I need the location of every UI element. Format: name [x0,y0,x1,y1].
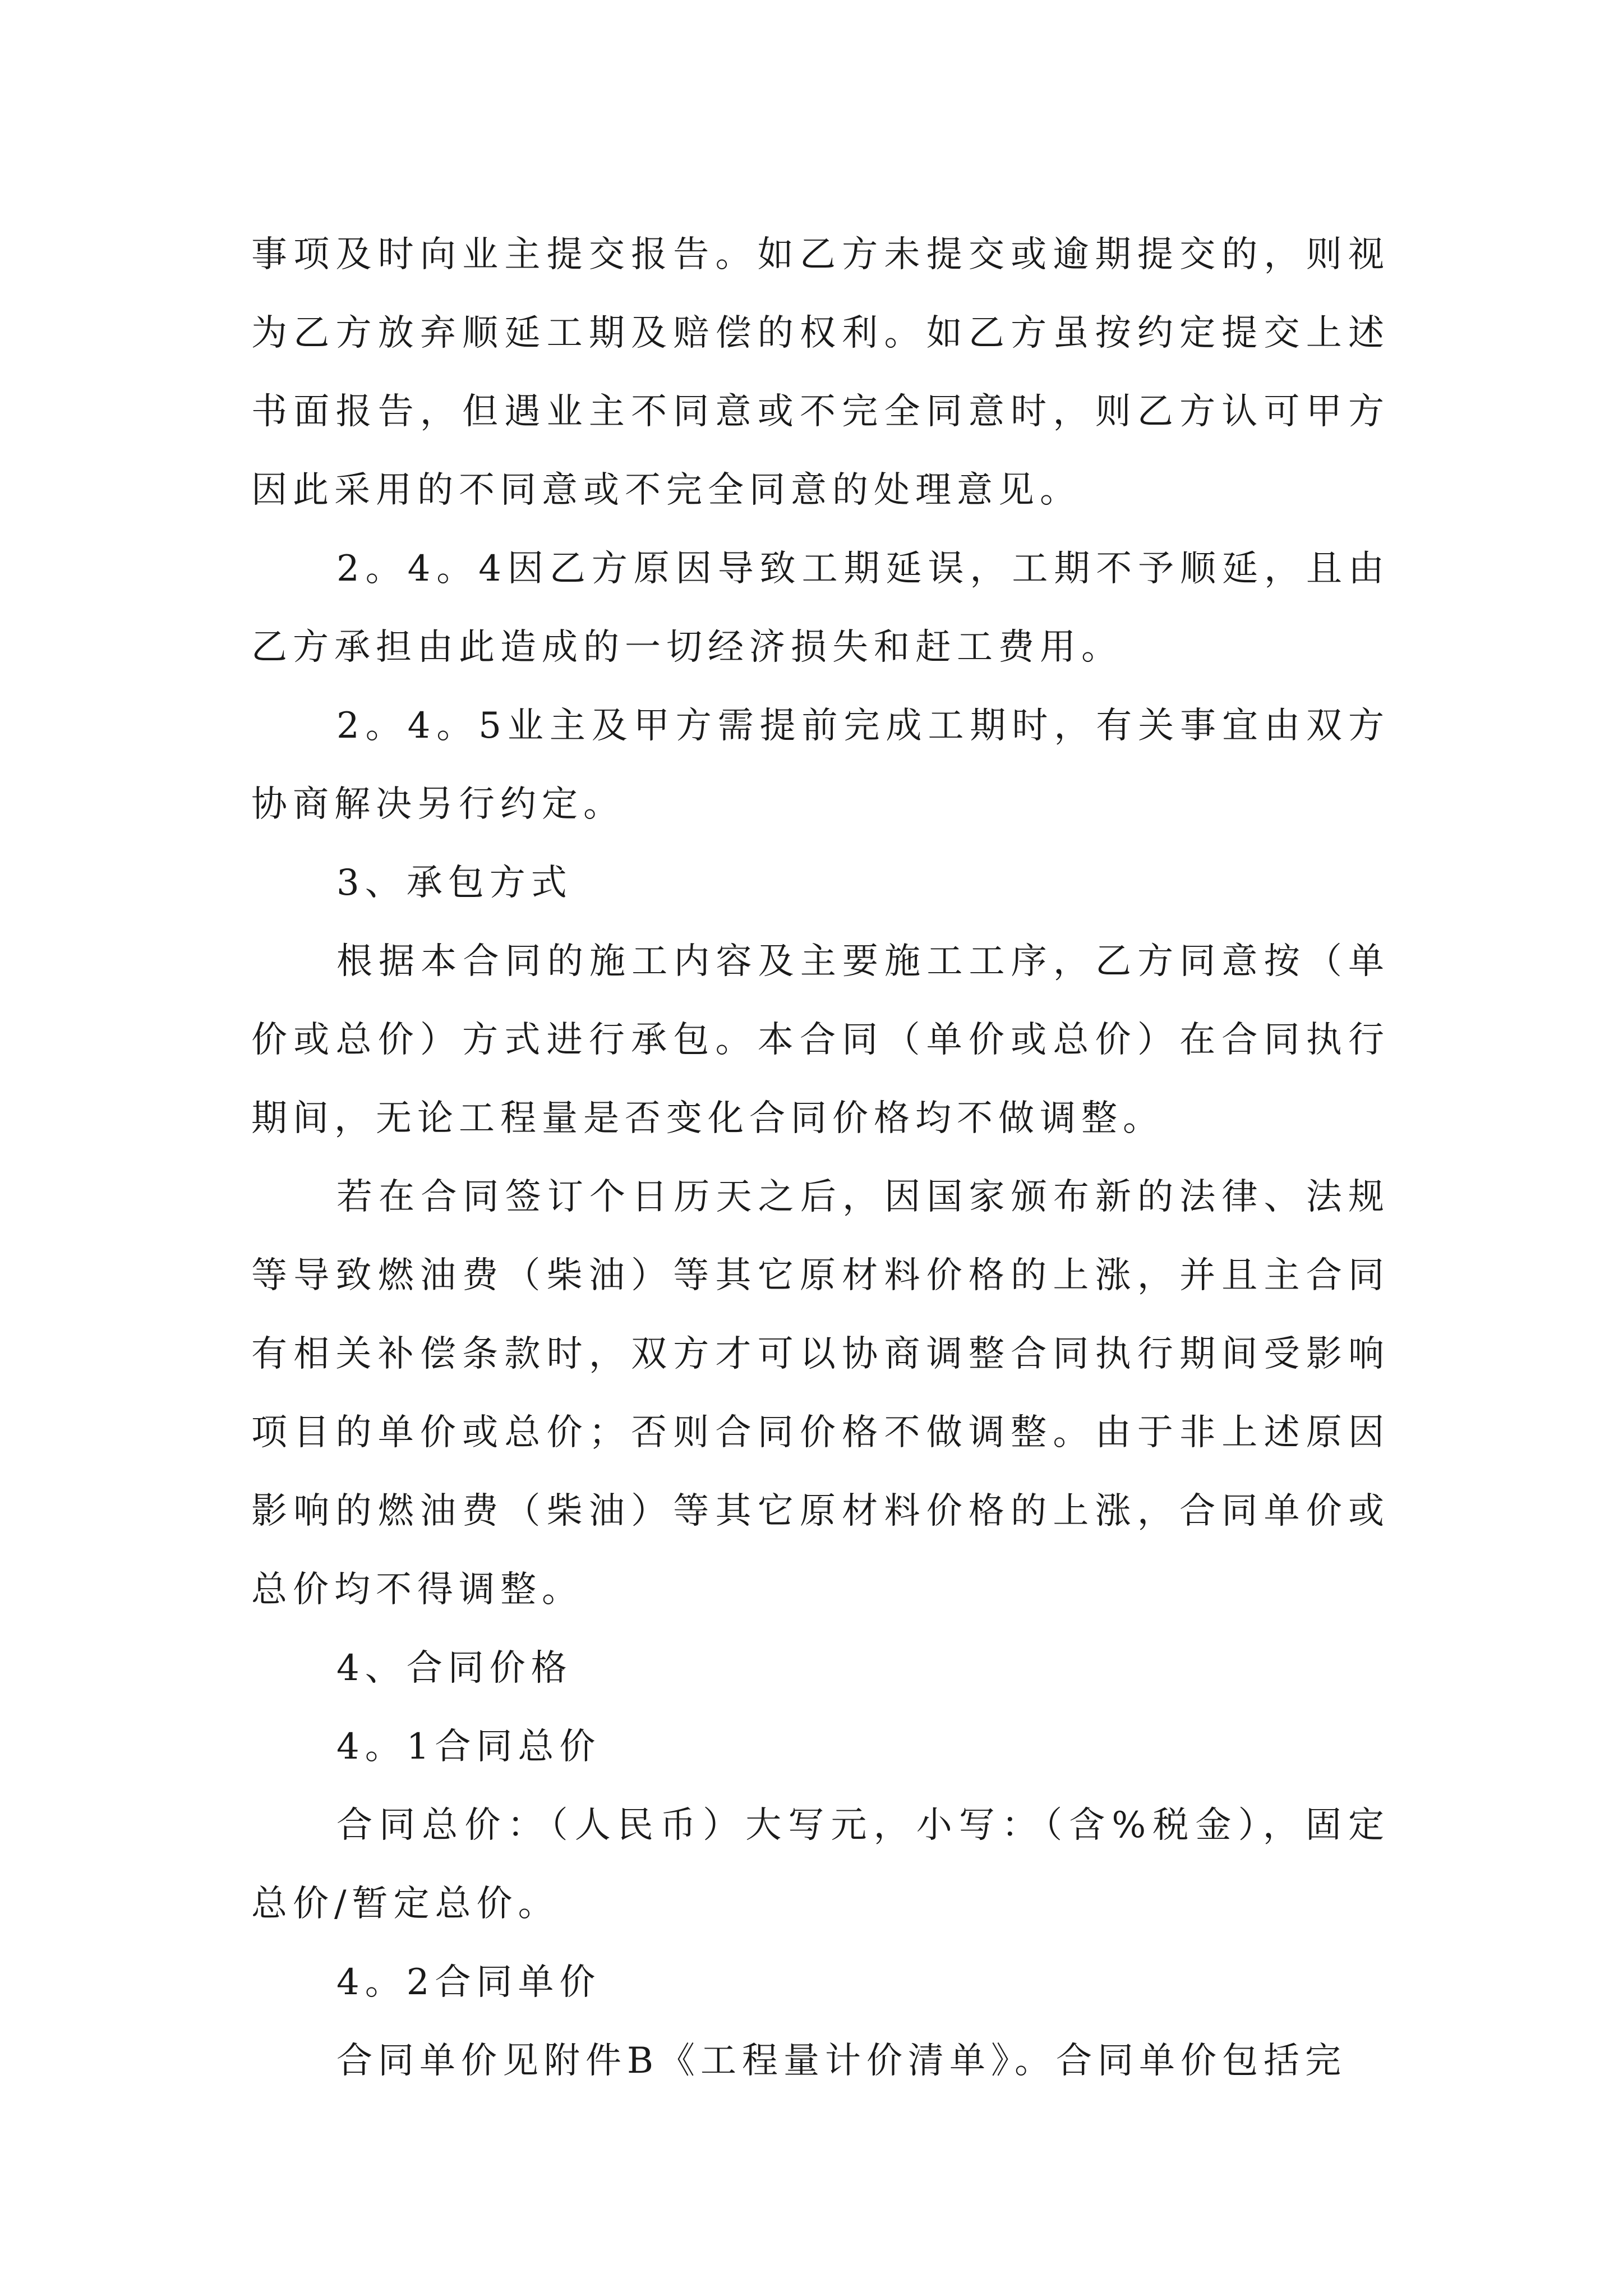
paragraph-total-price: 合同总价：（人民币）大写元，小写：（含%税金），固定总价/暂定总价。 [251,1805,1390,1925]
section-heading-contract-method: 3、承包方式 [336,862,573,904]
paragraph-clause-2-4-5: 2。4。5业主及甲方需提前完成工期时，有关事宜由双方协商解决另行约定。 [251,705,1390,825]
paragraph-contract-method: 根据本合同的施工内容及主要施工工序，乙方同意按（单价或总价）方式进行承包。本合同（单价或总价）在合同执行期间，无论工程量是否变化合同价格均不做调整。 [251,941,1390,1139]
section-heading-contract-price: 4、合同价格 [336,1648,573,1689]
paragraph-clause-2-4-4: 2。4。4因乙方原因导致工期延误，工期不予顺延，且由乙方承担由此造成的一切经济损失和赶工费用。 [251,548,1390,668]
subheading-unit-price: 4。2合同单价 [336,1962,601,2003]
paragraph-price-adjustment: 若在合同签订个日历天之后，因国家颁布新的法律、法规等导致燃油费（柴油）等其它原材料价格的上涨，并且主合同有相关补偿条款时，双方才可以协商调整合同执行期间受影响项目的单价或总价；否则合同价格不做调整。由于非上述原因影响的燃油费（柴油）等其它原材料价格的上涨，合同单价或总价均不得调整。 [251,1176,1390,1611]
document-body [251,215,1390,2100]
paragraph-report-submission: 事项及时向业主提交报告。如乙方未提交或逾期提交的，则视为乙方放弃顺延工期及赔偿的权利。如乙方虽按约定提交上述书面报告，但遇业主不同意或不完全同意时，则乙方认可甲方因此采用的不同意或不完全同意的处理意见。 [251,234,1390,511]
subheading-total-price: 4。1合同总价 [336,1726,601,1768]
paragraph-unit-price: 合同单价见附件B《工程量计价清单》。合同单价包括完 [336,2040,1347,2082]
